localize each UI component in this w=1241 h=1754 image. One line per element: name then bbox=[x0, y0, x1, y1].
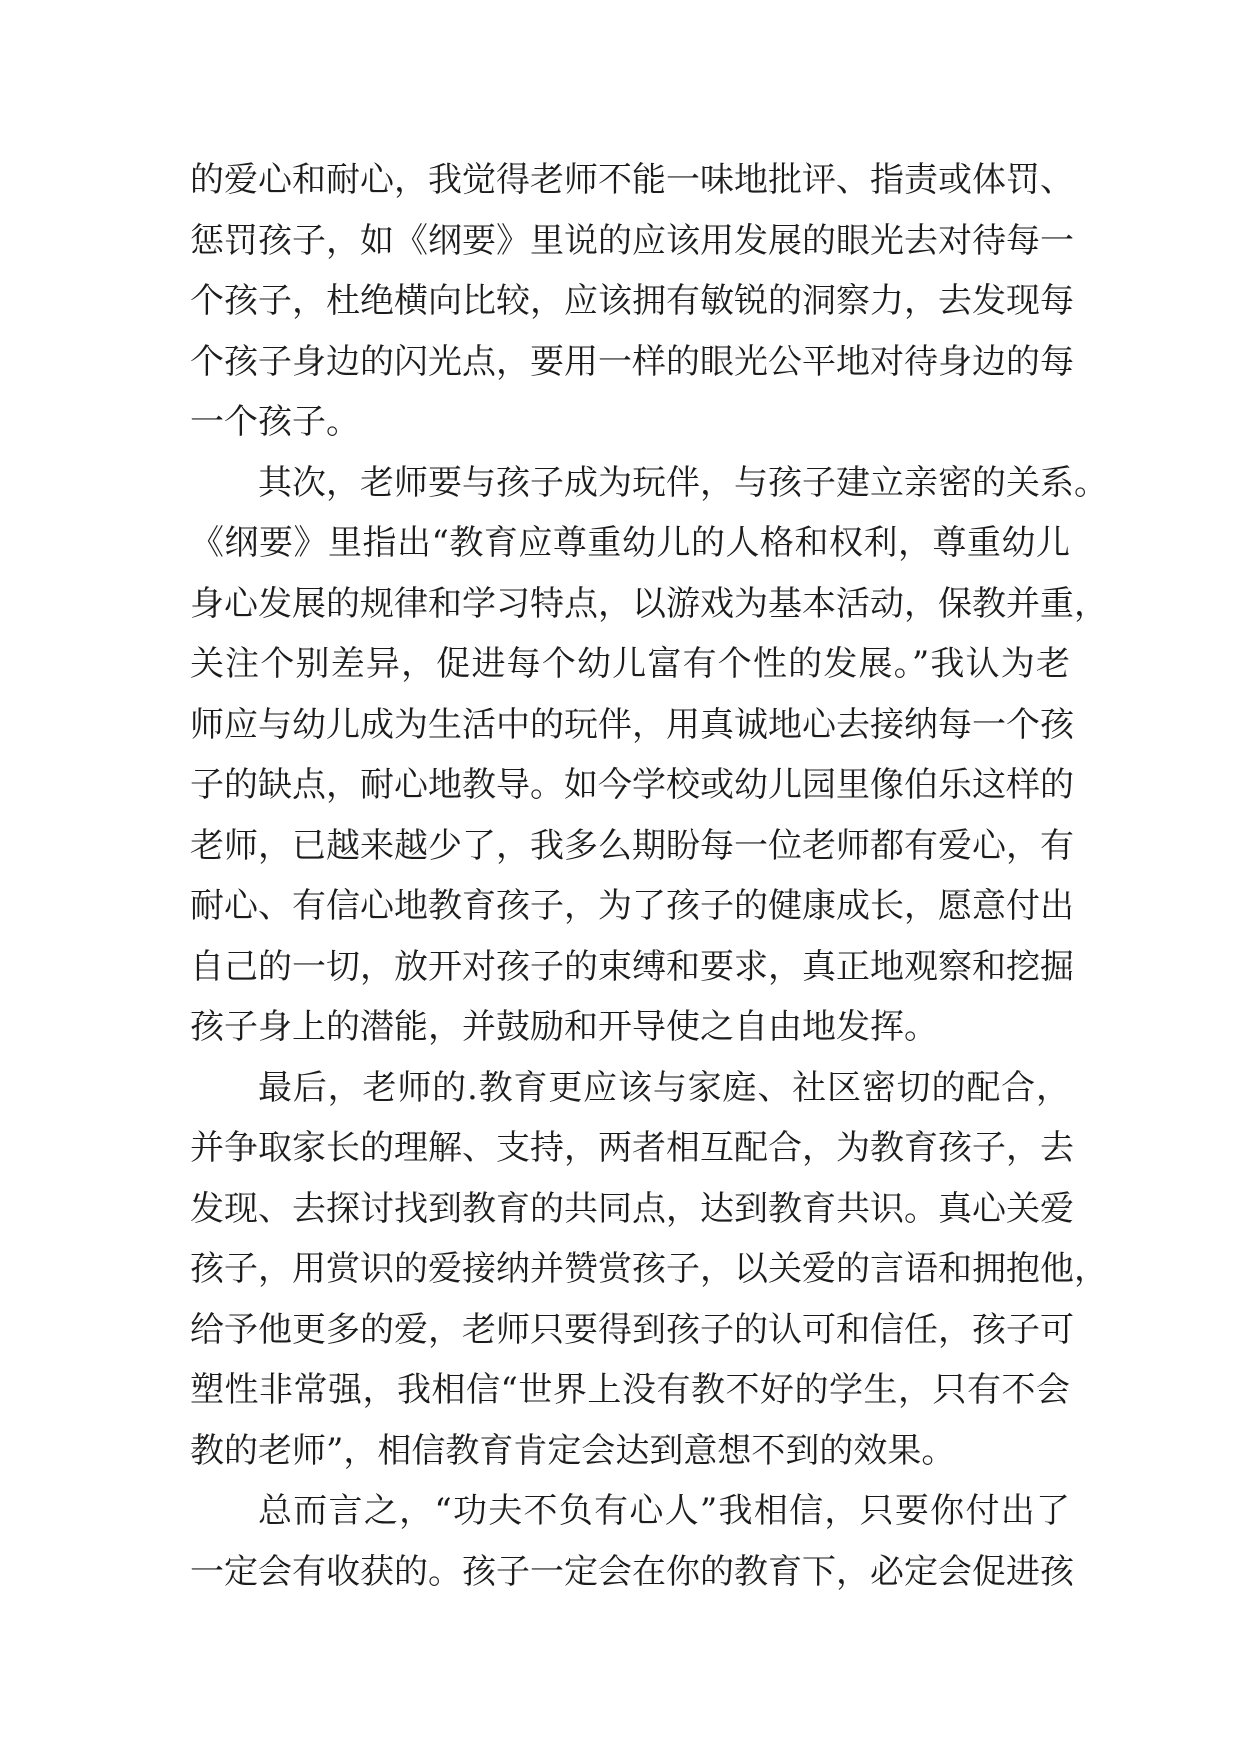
text-line: 《纲要》里指出“教育应尊重幼儿的人格和权利，尊重幼儿 bbox=[190, 523, 1070, 563]
paragraph-3 bbox=[190, 1058, 1108, 1482]
text-line: 孩子身上的潜能，并鼓励和开导使之自由地发挥。 bbox=[190, 1007, 938, 1047]
paragraph-1 bbox=[190, 150, 1074, 453]
text-line: 孩子，用赏识的爱接纳并赞赏孩子，以关爱的言语和拥抱他， bbox=[190, 1249, 1108, 1289]
text-line: 个孩子，杜绝横向比较，应该拥有敏锐的洞察力，去发现每 bbox=[190, 281, 1074, 321]
text-line: 惩罚孩子，如《纲要》里说的应该用发展的眼光去对待每一 bbox=[190, 220, 1074, 261]
text-line: 其次，老师要与孩子成为玩伴，与孩子建立亲密的关系。 bbox=[258, 462, 1108, 503]
text-line: 师应与幼儿成为生活中的玩伴，用真诚地心去接纳每一个孩 bbox=[190, 704, 1074, 745]
text-line: 塑性非常强，我相信“世界上没有教不好的学生，只有不会 bbox=[190, 1370, 1070, 1410]
text-line: 个孩子身边的闪光点，要用一样的眼光公平地对待身边的每 bbox=[190, 341, 1074, 382]
text-line: 耐心、有信心地教育孩子，为了孩子的健康成长，愿意付出 bbox=[190, 886, 1074, 926]
document-body bbox=[190, 150, 1108, 1602]
text-line: 的爱心和耐心，我觉得老师不能一味地批评、指责或体罚、 bbox=[190, 160, 1074, 200]
text-line: 一定会有收获的。孩子一定会在你的教育下，必定会促进孩 bbox=[190, 1551, 1074, 1592]
text-line: 关注个别差异，促进每个幼儿富有个性的发展。”我认为老 bbox=[190, 644, 1070, 684]
text-line: 一个孩子。 bbox=[190, 402, 360, 442]
text-line: 老师，已越来越少了，我多么期盼每一位老师都有爱心，有 bbox=[190, 825, 1074, 866]
text-line: 自己的一切，放开对孩子的束缚和要求，真正地观察和挖掘 bbox=[190, 946, 1074, 987]
text-line: 子的缺点，耐心地教导。如今学校或幼儿园里像伯乐这样的 bbox=[190, 765, 1074, 805]
text-line: 发现、去探讨找到教育的共同点，达到教育共识。真心关爱 bbox=[190, 1188, 1074, 1229]
text-line: 总而言之，“功夫不负有心人”我相信，只要你付出了 bbox=[258, 1491, 1070, 1531]
paragraph-2 bbox=[190, 453, 1108, 1058]
text-line: 教的老师”，相信教育肯定会达到意想不到的效果。 bbox=[190, 1430, 956, 1471]
paragraph-4 bbox=[190, 1481, 1074, 1602]
text-line: 身心发展的规律和学习特点，以游戏为基本活动，保教并重， bbox=[190, 583, 1108, 624]
text-line: 给予他更多的爱，老师只要得到孩子的认可和信任，孩子可 bbox=[190, 1309, 1074, 1350]
text-line: 最后，老师的.教育更应该与家庭、社区密切的配合， bbox=[258, 1067, 1070, 1108]
text-line: 并争取家长的理解、支持，两者相互配合，为教育孩子，去 bbox=[190, 1128, 1074, 1168]
